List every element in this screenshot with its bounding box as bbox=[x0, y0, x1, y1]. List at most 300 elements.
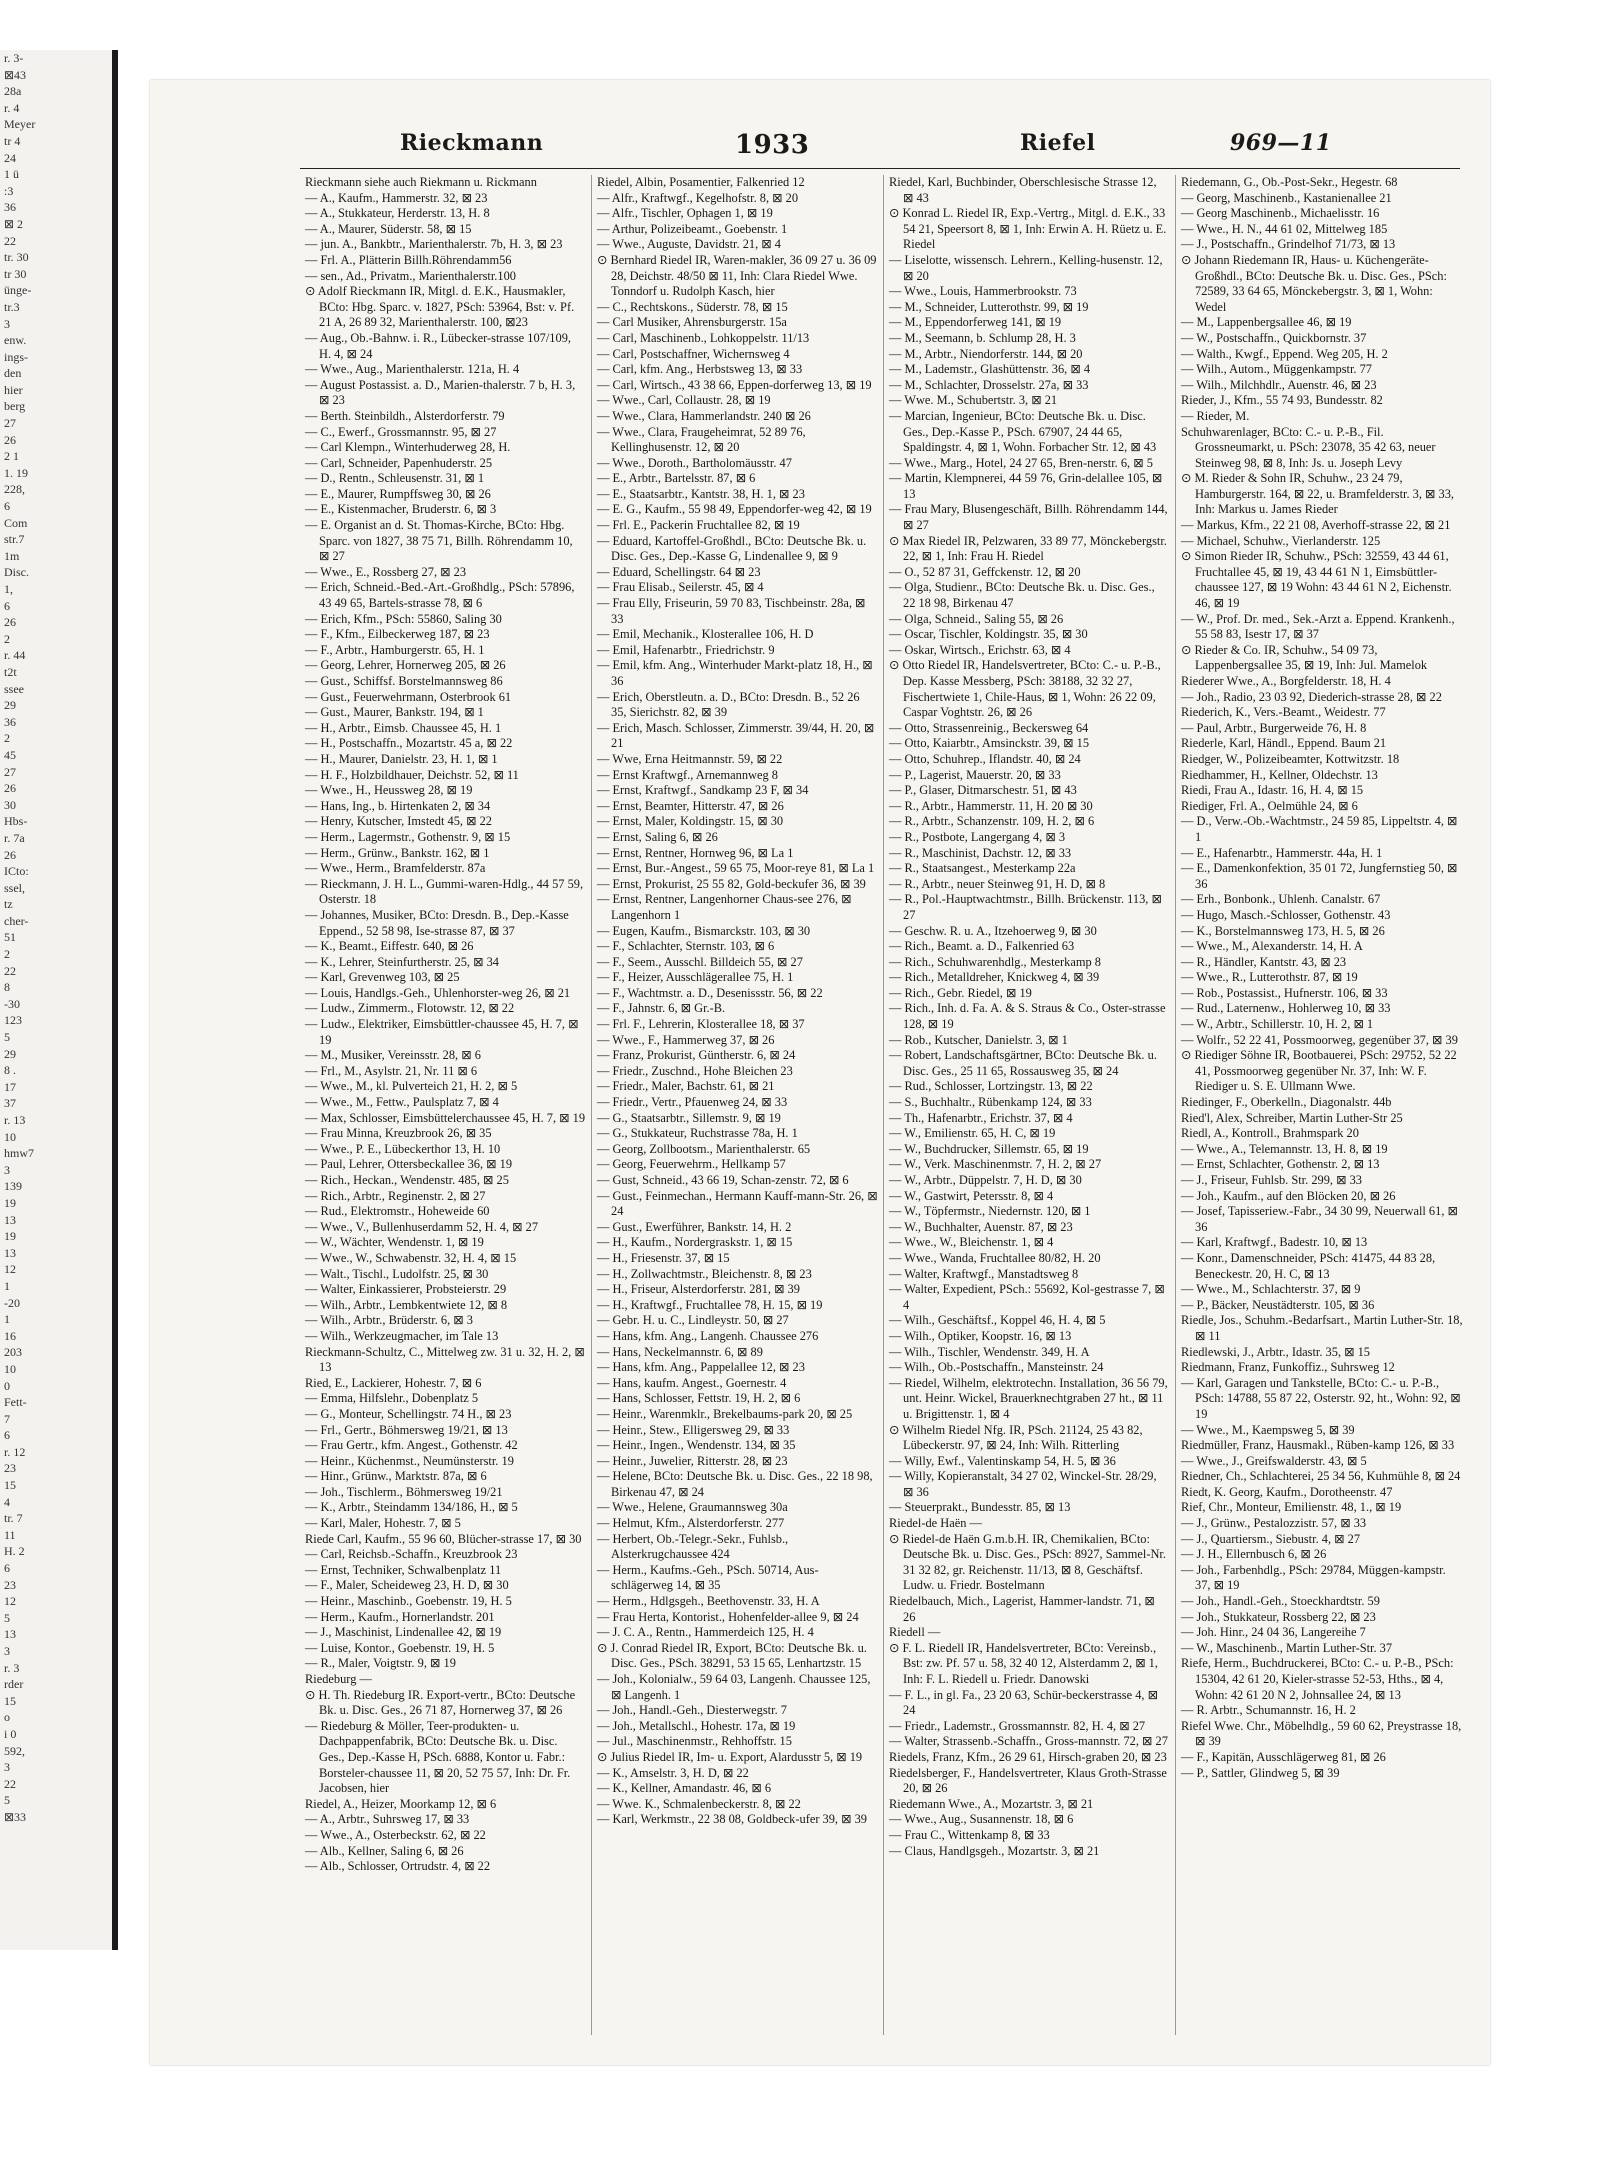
edge-fragment: 3 bbox=[4, 1162, 10, 1177]
directory-entry: — Ernst, Prokurist, 25 55 82, Gold-beckufer 36, ⊠ 39 bbox=[597, 876, 866, 891]
directory-entry: — Alb., Schlosser, Ortrudstr. 4, ⊠ 22 bbox=[305, 1859, 491, 1874]
directory-entry: — Herm., Hdlgsgeh., Beethovenstr. 33, H. A bbox=[597, 1594, 820, 1609]
directory-entry: — Joh., Handl.-Geh., Diesterwegstr. 7 bbox=[597, 1703, 787, 1718]
directory-entry: — Rob., Postassist., Hufnerstr. 106, ⊠ 33 bbox=[1181, 985, 1388, 1000]
directory-entry: — W., Buchhalter, Auenstr. 87, ⊠ 23 bbox=[889, 1219, 1073, 1234]
edge-fragment: ünge- bbox=[4, 283, 32, 298]
directory-entry: Riedner, Ch., Schlachterei, 25 34 56, Kuhmühle 8, ⊠ 24 bbox=[1181, 1469, 1461, 1484]
edge-fragment: o bbox=[4, 1710, 10, 1725]
directory-entry: — Otto, Strassenreinig., Beckersweg 64 bbox=[889, 720, 1089, 735]
directory-entry: — W., Verk. Maschinenmstr. 7, H. 2, ⊠ 27 bbox=[889, 1157, 1102, 1172]
directory-entry: — Willy, Kopieranstalt, 34 27 02, Winckel-Str. 28/29, ⊠ 36 bbox=[889, 1469, 1157, 1499]
directory-entry: — Rich., Gebr. Riedel, ⊠ 19 bbox=[889, 985, 1032, 1000]
page-number: 969—11 bbox=[1230, 130, 1332, 156]
edge-fragment: 203 bbox=[4, 1345, 22, 1360]
directory-entry: — Rieckmann, J. H. L., Gummi-waren-Hdlg., 44 57 59, Osterstr. 18 bbox=[305, 876, 584, 907]
edge-fragment: 13 bbox=[4, 1627, 16, 1642]
directory-entry: Riediger, Frl. A., Oelmühle 24, ⊠ 6 bbox=[1181, 798, 1358, 813]
edge-fragment: 29 bbox=[4, 1046, 16, 1061]
directory-entry: — Robert, Landschaftsgärtner, BCto: Deutsche Bk. u. Disc. Ges., 25 11 65, Rossausweg 35, ⊠ 24 bbox=[889, 1048, 1157, 1078]
directory-entry: — Marcian, Ingenieur, BCto: Deutsche Bk. u. Disc. Ges., Dep.-Kasse P., PSch. 67907, 24 44 65, Spaldingstr. 4, ⊠ 1, Wohn. Forbacher Str. 12, ⊠ 43 bbox=[889, 408, 1157, 455]
directory-entry: — Wilh., Arbtr., Brüderstr. 6, ⊠ 3 bbox=[305, 1313, 473, 1328]
edge-fragment: enw. bbox=[4, 333, 27, 348]
directory-entry: — Ernst, Kraftwgf., Sandkamp 23 F, ⊠ 34 bbox=[597, 783, 809, 798]
edge-fragment: tr 4 bbox=[4, 133, 21, 148]
directory-entry: Riedels, Franz, Kfm., 26 29 61, Hirsch-graben 20, ⊠ 23 bbox=[889, 1749, 1167, 1764]
edge-fragment: 10 bbox=[4, 1129, 16, 1144]
directory-entry: — Wwe., P. E., Lübeckerthor 13, H. 10 bbox=[305, 1141, 501, 1156]
directory-entry: — Joh., Tischlerm., Böhmersweg 19/21 bbox=[305, 1484, 503, 1499]
edge-fragment: 16 bbox=[4, 1328, 16, 1343]
directory-entry: — Friedr., Vertr., Pfauenweg 24, ⊠ 33 bbox=[597, 1095, 788, 1110]
directory-entry: — Carl, Reichsb.-Schaffn., Kreuzbrook 23 bbox=[305, 1547, 518, 1562]
edge-fragment: tr 30 bbox=[4, 266, 27, 281]
edge-fragment: 28a bbox=[4, 84, 22, 99]
directory-entry: — E. Organist an d. St. Thomas-Kirche, BCto: Hbg. Sparc. von 1827, 38 75 71, Billh. Röhrendamm 10, ⊠ 27 bbox=[305, 518, 573, 564]
directory-entry: — D., Verw.-Ob.-Wachtmstr., 24 59 85, Lippeltstr. 4, ⊠ 1 bbox=[1181, 814, 1458, 844]
directory-page bbox=[150, 80, 1490, 2065]
directory-entry: — Wwe., F., Hammerweg 37, ⊠ 26 bbox=[597, 1032, 775, 1047]
directory-entry: — Herm., Lagermstr., Gothenstr. 9, ⊠ 15 bbox=[305, 829, 511, 844]
directory-entry: — Wwe., W., Schwabenstr. 32, H. 4, ⊠ 15 bbox=[305, 1250, 517, 1265]
directory-entry: — Alb., Kellner, Saling 6, ⊠ 26 bbox=[305, 1843, 464, 1858]
directory-entry: — Gust., Feuerwehrmann, Osterbrook 61 bbox=[305, 689, 512, 704]
entry-columns bbox=[300, 175, 1470, 2035]
directory-entry: — W., Postschaffn., Quickbornstr. 37 bbox=[1181, 330, 1367, 345]
directory-entry: — Carl, Wirtsch., 43 38 66, Eppen-dorferweg 13, ⊠ 19 bbox=[597, 377, 872, 392]
edge-fragment: Meyer bbox=[4, 117, 36, 132]
edge-fragment: hmw7 bbox=[4, 1146, 34, 1161]
directory-entry: — H., Friseur, Alsterdorferstr. 281, ⊠ 39 bbox=[597, 1282, 800, 1297]
directory-entry: — Wwe., Clara, Hammerlandstr. 240 ⊠ 26 bbox=[597, 408, 811, 423]
directory-entry: ⊙ J. Conrad Riedel IR, Export, BCto: Deutsche Bk. u. Disc. Ges., PSch. 38291, 53 15 65, Lenhartzstr. 15 bbox=[597, 1640, 867, 1671]
edge-fragment: 17 bbox=[4, 1079, 16, 1094]
header-year: 1933 bbox=[735, 130, 810, 160]
directory-entry: — F., Arbtr., Hamburgerstr. 65, H. 1 bbox=[305, 642, 485, 657]
directory-entry: — P., Glaser, Ditmarschestr. 51, ⊠ 43 bbox=[889, 783, 1077, 798]
edge-fragment: 2 1 bbox=[4, 449, 19, 464]
directory-entry: — R., Arbtr., Hammerstr. 11, H. 20 ⊠ 30 bbox=[889, 798, 1093, 813]
edge-fragment: ⊠43 bbox=[4, 67, 27, 82]
directory-entry: — Luise, Kontor., Goebenstr. 19, H. 5 bbox=[305, 1640, 495, 1655]
directory-entry: — Ludw., Zimmerm., Flotowstr. 12, ⊠ 22 bbox=[305, 1001, 515, 1016]
edge-fragment: r. 4 bbox=[4, 100, 20, 115]
directory-entry: — Frau Elisab., Seilerstr. 45, ⊠ 4 bbox=[597, 580, 764, 595]
directory-entry: ⊙ Konrad L. Riedel IR, Exp.-Vertrg., Mitgl. d. E.K., 33 54 21, Speersort 8, ⊠ 1, Inh: Erwin A. H. Rüetz u. E. Riedel bbox=[889, 206, 1167, 252]
directory-entry: — Hans, kaufm. Angest., Goernestr. 4 bbox=[597, 1375, 787, 1390]
directory-entry: — M., Lademstr., Glashüttenstr. 36, ⊠ 4 bbox=[889, 362, 1091, 377]
directory-entry: — Wwe., Auguste, Davidstr. 21, ⊠ 4 bbox=[597, 237, 781, 252]
edge-fragment: 37 bbox=[4, 1096, 16, 1111]
directory-entry: — Wwe., Carl, Collaustr. 28, ⊠ 19 bbox=[597, 393, 771, 408]
directory-entry: — Josef, Tapisseriew.-Fabr., 34 30 99, Neuerwall 61, ⊠ 36 bbox=[1181, 1204, 1458, 1234]
directory-entry: — Ernst, Techniker, Schwalbenplatz 11 bbox=[305, 1562, 502, 1577]
directory-entry: — Carl, Schneider, Papenhuderstr. 25 bbox=[305, 455, 493, 470]
directory-entry: — A., Kaufm., Hammerstr. 32, ⊠ 23 bbox=[305, 190, 488, 205]
directory-entry: — Paul, Arbtr., Burgerweide 76, H. 8 bbox=[1181, 720, 1367, 735]
directory-entry: — Walter, Expedient, PSch.: 55692, Kol-gestrasse 7, ⊠ 4 bbox=[889, 1282, 1165, 1312]
directory-entry: — S., Buchhaltr., Rübenkamp 124, ⊠ 33 bbox=[889, 1095, 1092, 1110]
directory-entry: — H., Kaufm., Nordergraskstr. 1, ⊠ 15 bbox=[597, 1235, 793, 1250]
directory-entry: — E., Hafenarbtr., Hammerstr. 44a, H. 1 bbox=[1181, 845, 1383, 860]
edge-fragment: ⊠ 2 bbox=[4, 216, 24, 231]
directory-entry: — Gust., Feinmechan., Hermann Kauff-mann-Str. 26, ⊠ 24 bbox=[597, 1188, 878, 1219]
edge-fragment: 30 bbox=[4, 797, 16, 812]
directory-entry: — Eduard, Schellingstr. 64 ⊠ 23 bbox=[597, 564, 761, 579]
directory-entry: — M., Eppendorferweg 141, ⊠ 19 bbox=[889, 315, 1062, 330]
header-first-name: Rieckmann bbox=[400, 130, 544, 156]
directory-entry: — P., Lagerist, Mauerstr. 20, ⊠ 33 bbox=[889, 767, 1061, 782]
directory-entry: Riedel-de Haën — bbox=[889, 1516, 982, 1531]
directory-entry: — F., Schlachter, Sternstr. 103, ⊠ 6 bbox=[597, 939, 775, 954]
directory-entry: Riedemann, G., Ob.-Post-Sekr., Hegestr. 68 bbox=[1181, 175, 1398, 189]
directory-entry: Riedemann Wwe., A., Mozartstr. 3, ⊠ 21 bbox=[889, 1796, 1094, 1811]
directory-entry: — M., Lappenbergsallee 46, ⊠ 19 bbox=[1181, 315, 1352, 330]
edge-fragment: 12 bbox=[4, 1262, 16, 1277]
directory-entry: — Erich, Schneid.-Bed.-Art.-Großhdlg., PSch: 57896, 43 49 65, Bartels-strasse 78, ⊠ 6 bbox=[305, 580, 575, 611]
directory-entry: Riederle, Karl, Händl., Eppend. Baum 21 bbox=[1181, 736, 1387, 751]
directory-entry: — Herm., Kaufms.-Geh., PSch. 50714, Aus-schlägerweg 14, ⊠ 35 bbox=[597, 1562, 819, 1593]
directory-entry: — Walter, Einkassierer, Probsteierstr. 29 bbox=[305, 1282, 507, 1297]
directory-entry: — P., Bäcker, Neustädterstr. 105, ⊠ 36 bbox=[1181, 1297, 1375, 1312]
directory-entry: — Frl. F., Lehrerin, Klosterallee 18, ⊠ 37 bbox=[597, 1017, 805, 1032]
edge-fragment: r. 3 bbox=[4, 1660, 20, 1675]
directory-entry: — Wwe., Clara, Fraugeheimrat, 52 89 76, Kellinghusenstr. 12, ⊠ 20 bbox=[597, 424, 806, 455]
directory-entry: — Ernst, Rentner, Hornweg 96, ⊠ La 1 bbox=[597, 845, 794, 860]
directory-entry: — F., Maler, Scheideweg 23, H. D, ⊠ 30 bbox=[305, 1578, 509, 1593]
directory-entry: — Karl, Kraftwgf., Badestr. 10, ⊠ 13 bbox=[1181, 1235, 1368, 1250]
directory-entry: — J., Quartiersm., Siebustr. 4, ⊠ 27 bbox=[1181, 1531, 1361, 1546]
directory-entry: — J., Friseur, Fuhlsb. Str. 299, ⊠ 33 bbox=[1181, 1173, 1362, 1187]
directory-entry: — Berth. Steinbildh., Alsterdorferstr. 79 bbox=[305, 408, 505, 423]
directory-entry: ⊙ Simon Rieder IR, Schuhw., PSch: 32559, 43 44 61, Fruchtallee 45, ⊠ 19, 43 44 61 N 1, Eimsbüttler-chaussee 127, ⊠ 19 Wohn: 43 44 61 N 2, Eichenstr. 46, ⊠ 19 bbox=[1181, 549, 1452, 611]
directory-entry: — H., Arbtr., Eimsb. Chaussee 45, H. 1 bbox=[305, 720, 502, 735]
directory-entry: — Hinr., Grünw., Marktstr. 87a, ⊠ 6 bbox=[305, 1469, 487, 1484]
directory-entry: Rieckmann-Schultz, C., Mittelweg zw. 31 u. 32, H. 2, ⊠ 13 bbox=[305, 1344, 585, 1375]
directory-entry: — Ernst, Saling 6, ⊠ 26 bbox=[597, 829, 718, 844]
directory-entry: — jun. A., Bankbtr., Marienthalerstr. 7b, H. 3, ⊠ 23 bbox=[305, 237, 563, 252]
directory-entry: ⊙ F. L. Riedell IR, Handelsvertreter, BCto: Vereinsb., Bst: zw. Pf. 57 u. 58, 32 40 12, Alsterdamm 2, ⊠ 1, Inh: F. L. Riedell u. Friedr. Danowski bbox=[889, 1640, 1158, 1686]
directory-entry: Rieckmann siehe auch Riekmann u. Rickmann bbox=[305, 175, 537, 189]
directory-entry: — Heinr., Stew., Elligersweg 29, ⊠ 33 bbox=[597, 1422, 790, 1437]
directory-entry: ⊙ Wilhelm Riedel Nfg. IR, PSch. 21124, 25 43 82, Lübeckerstr. 97, ⊠ 24, Inh: Wilh. Ritterling bbox=[889, 1422, 1143, 1453]
directory-entry: — Wilh., Tischler, Wendenstr. 349, H. A bbox=[889, 1344, 1090, 1359]
directory-entry: — Ernst Kraftwgf., Arnemannweg 8 bbox=[597, 767, 778, 782]
directory-entry: — Wwe., M., Fettw., Paulsplatz 7, ⊠ 4 bbox=[305, 1095, 499, 1110]
directory-entry: — Wwe., Wanda, Fruchtallee 80/82, H. 20 bbox=[889, 1250, 1101, 1265]
directory-entry: — Olga, Studienr., BCto: Deutsche Bk. u. Disc. Ges., 22 18 98, Birkenau 47 bbox=[889, 580, 1155, 611]
directory-entry: — O., 52 87 31, Geffckenstr. 12, ⊠ 20 bbox=[889, 564, 1081, 579]
directory-entry: — Gust., Maurer, Bankstr. 194, ⊠ 1 bbox=[305, 705, 484, 720]
directory-entry: — Johannes, Musiker, BCto: Dresdn. B., Dep.-Kasse Eppend., 52 58 98, Ise-strasse 87, ⊠ 37 bbox=[305, 907, 569, 938]
directory-entry: — J. H., Ellernbusch 6, ⊠ 26 bbox=[1181, 1547, 1327, 1562]
directory-entry: — Wwe., E., Rossberg 27, ⊠ 23 bbox=[305, 564, 467, 579]
directory-entry: Riedel, Albin, Posamentier, Falkenried 12 bbox=[597, 175, 805, 189]
directory-entry: Riedhammer, H., Kellner, Oldechstr. 13 bbox=[1181, 767, 1378, 782]
directory-entry: — Rieder, M. bbox=[1181, 408, 1250, 423]
edge-fragment: i 0 bbox=[4, 1726, 17, 1741]
directory-entry: — C., Rechtskons., Süderstr. 78, ⊠ 15 bbox=[597, 299, 788, 314]
directory-entry: — R., Postbote, Langergang 4, ⊠ 3 bbox=[889, 829, 1066, 844]
directory-entry: — Frl., M., Asylstr. 21, Nr. 11 ⊠ 6 bbox=[305, 1063, 478, 1078]
directory-entry: — M., Schlachter, Drosselstr. 27a, ⊠ 33 bbox=[889, 377, 1089, 392]
directory-entry: ⊙ Rieder & Co. IR, Schuhw., 54 09 73, Lappenbergsallee 35, ⊠ 19, Inh: Jul. Mamelok bbox=[1181, 642, 1428, 673]
directory-entry: Rieder, J., Kfm., 55 74 93, Bundesstr. 82 bbox=[1181, 393, 1383, 408]
edge-fragment: 1 bbox=[4, 1278, 10, 1293]
directory-entry: — F., Heizer, Ausschlägerallee 75, H. 1 bbox=[597, 970, 794, 985]
directory-entry: — Hans, kfm. Ang., Pappelallee 12, ⊠ 23 bbox=[597, 1360, 805, 1375]
directory-entry: — H., Kraftwgf., Fruchtallee 78, H. 15, ⊠ 19 bbox=[597, 1297, 823, 1312]
directory-entry: — M., Seemann, b. Schlump 28, H. 3 bbox=[889, 330, 1076, 345]
edge-fragment: rder bbox=[4, 1677, 24, 1692]
directory-entry: — M., Arbtr., Niendorferstr. 144, ⊠ 20 bbox=[889, 346, 1083, 361]
directory-entry: — Frau Elly, Friseurin, 59 70 83, Tischbeinstr. 28a, ⊠ 33 bbox=[597, 596, 866, 626]
directory-entry: — E., Kistenmacher, Bruderstr. 6, ⊠ 3 bbox=[305, 502, 497, 517]
directory-entry: — F., Kapitän, Ausschlägerweg 81, ⊠ 26 bbox=[1181, 1749, 1386, 1764]
directory-entry: — Wwe., J., Greifswalderstr. 43, ⊠ 5 bbox=[1181, 1453, 1367, 1468]
directory-entry: — Frau Gertr., kfm. Angest., Gothenstr. 42 bbox=[305, 1438, 518, 1453]
edge-fragment: 0 bbox=[4, 1378, 10, 1393]
directory-entry: — Joh., Radio, 23 03 92, Diederich-strasse 28, ⊠ 22 bbox=[1181, 689, 1442, 704]
directory-entry: — Paul, Lehrer, Ottersbeckallee 36, ⊠ 19 bbox=[305, 1157, 513, 1172]
directory-entry: — Heinr., Küchenmst., Neumünsterstr. 19 bbox=[305, 1453, 514, 1468]
edge-fragment: 5 bbox=[4, 1793, 10, 1808]
directory-entry: — sen., Ad., Privatm., Marienthalerstr.100 bbox=[305, 268, 516, 283]
directory-entry: — Hans, Ing., b. Hirtenkaten 2, ⊠ 34 bbox=[305, 798, 491, 813]
edge-fragment: cher- bbox=[4, 913, 29, 928]
directory-entry: — Wwe., Louis, Hammerbrookstr. 73 bbox=[889, 284, 1077, 299]
directory-entry: — F., Seem., Ausschl. Billdeich 55, ⊠ 27 bbox=[597, 954, 803, 969]
directory-entry: — Wilh., Optiker, Koopstr. 16, ⊠ 13 bbox=[889, 1328, 1072, 1343]
directory-entry: — Helmut, Kfm., Alsterdorferstr. 277 bbox=[597, 1516, 785, 1531]
edge-fragment: 5 bbox=[4, 1610, 10, 1625]
edge-fragment: 3 bbox=[4, 1644, 10, 1658]
directory-entry: — R., Maschinist, Dachstr. 12, ⊠ 33 bbox=[889, 845, 1072, 860]
edge-fragment: 26 bbox=[4, 432, 16, 447]
directory-entry: ⊙ Adolf Rieckmann IR, Mitgl. d. E.K., Hausmakler, BCto: Hbg. Sparc. v. 1827, PSch: 53964, Bst: v. Pf. 21 A, 26 89 32, Marienthalerstr. 100, ⊠23 bbox=[305, 284, 575, 330]
directory-entry: — R. Arbtr., Schumannstr. 16, H. 2 bbox=[1181, 1703, 1356, 1718]
directory-entry: — Rich., Inh. d. Fa. A. & S. Straus & Co., Oster-strasse 128, ⊠ 19 bbox=[889, 1001, 1166, 1032]
edge-fragment: 2 bbox=[4, 947, 10, 962]
directory-entry: — Alfr., Kraftwgf., Kegelhofstr. 8, ⊠ 20 bbox=[597, 190, 799, 205]
directory-entry: — H. F., Holzbildhauer, Deichstr. 52, ⊠ 11 bbox=[305, 767, 519, 782]
edge-fragment: Com bbox=[4, 515, 28, 530]
directory-entry: — W., Gastwirt, Petersstr. 8, ⊠ 4 bbox=[889, 1188, 1054, 1203]
directory-entry: — Frau Mary, Blusengeschäft, Billh. Röhrendamm 144, ⊠ 27 bbox=[889, 502, 1168, 533]
edge-fragment: 26 bbox=[4, 615, 16, 630]
directory-entry: — Walter, Kraftwgf., Manstadtsweg 8 bbox=[889, 1266, 1079, 1281]
edge-fragment: 22 bbox=[4, 233, 16, 248]
directory-entry: — Wwe., Doroth., Bartholomäusstr. 47 bbox=[597, 455, 792, 470]
directory-entry: — F., Wachtmstr. a. D., Desenissstr. 56, ⊠ 22 bbox=[597, 985, 823, 1000]
directory-entry: — Wwe., W., Bleichenstr. 1, ⊠ 4 bbox=[889, 1235, 1054, 1250]
directory-entry: — Emil, kfm. Ang., Winterhuder Markt-platz 18, H., ⊠ 36 bbox=[597, 658, 873, 688]
directory-entry: Riederer Wwe., A., Borgfelderstr. 18, H. 4 bbox=[1181, 674, 1391, 688]
directory-entry: — Frau C., Wittenkamp 8, ⊠ 33 bbox=[889, 1827, 1050, 1842]
directory-entry: — R., Staatsangest., Mesterkamp 22a bbox=[889, 861, 1076, 876]
edge-fragment: 24 bbox=[4, 150, 16, 165]
directory-entry: Riedle, Jos., Schuhm.-Bedarfsart., Martin Luther-Str. 18, ⊠ 11 bbox=[1181, 1313, 1463, 1343]
column-3 bbox=[884, 175, 1176, 2035]
edge-fragment: 22 bbox=[4, 963, 16, 978]
edge-fragment: -30 bbox=[4, 996, 20, 1011]
directory-entry: — Frau Herta, Kontorist., Hohenfelder-allee 9, ⊠ 24 bbox=[597, 1609, 859, 1624]
directory-entry: — Walt., Tischl., Ludolfstr. 25, ⊠ 30 bbox=[305, 1266, 489, 1281]
edge-fragment: 2 bbox=[4, 731, 10, 746]
header-last-name: Riefel bbox=[1020, 130, 1096, 156]
directory-entry: — Wwe., Aug., Marienthalerstr. 121a, H. 4 bbox=[305, 362, 520, 377]
directory-entry: — Hans, Neckelmannstr. 6, ⊠ 89 bbox=[597, 1344, 763, 1359]
edge-fragment: tr. 7 bbox=[4, 1511, 23, 1526]
directory-entry: — Wwe., M., Schlachterstr. 37, ⊠ 9 bbox=[1181, 1282, 1361, 1297]
edge-fragment: 8 . bbox=[4, 1063, 16, 1078]
directory-entry: — Wwe., Helene, Graumannsweg 30a bbox=[597, 1500, 788, 1515]
edge-fragment: 123 bbox=[4, 1013, 22, 1028]
edge-fragment: 2 bbox=[4, 631, 10, 646]
header-rule bbox=[300, 168, 1460, 169]
edge-fragment: 4 bbox=[4, 1494, 10, 1509]
directory-entry: — Aug., Ob.-Bahnw. i. R., Lübecker-strasse 107/109, H. 4, ⊠ 24 bbox=[305, 330, 571, 361]
directory-entry: — W., Emilienstr. 65, H. C, ⊠ 19 bbox=[889, 1126, 1056, 1141]
edge-fragment: r. 7a bbox=[4, 830, 25, 845]
directory-entry: — E., Arbtr., Bartelsstr. 87, ⊠ 6 bbox=[597, 471, 756, 486]
directory-entry: — Wolfr., 52 22 41, Possmoorweg, gegenüber 37, ⊠ 39 bbox=[1181, 1032, 1458, 1047]
directory-entry: Ried, E., Lackierer, Hohestr. 7, ⊠ 6 bbox=[305, 1375, 482, 1390]
directory-entry: — H., Maurer, Danielstr. 23, H. 1, ⊠ 1 bbox=[305, 751, 498, 766]
directory-entry: — Wwe., Aug., Susannenstr. 18, ⊠ 6 bbox=[889, 1812, 1074, 1827]
column-2 bbox=[592, 175, 884, 2035]
directory-entry: — Alfr., Tischler, Ophagen 1, ⊠ 19 bbox=[597, 206, 773, 221]
directory-entry: — Jul., Maschinenmstr., Rehhoffstr. 15 bbox=[597, 1734, 792, 1749]
directory-entry: — Riedeburg & Möller, Teer-produkten- u. Dachpappenfabrik, BCto: Deutsche Bk. u. Disc. Ges., Dep.-Kasse H, PSch. 6888, Kontor u. Fabr.: Borsteler-chaussee 11, ⊠ 20, 52 75 57, Inh: Dr. Fr. Jacobsen, hier bbox=[305, 1718, 571, 1796]
edge-fragment: 6 bbox=[4, 1428, 10, 1443]
directory-entry: — Frau Minna, Kreuzbrook 26, ⊠ 35 bbox=[305, 1126, 492, 1141]
directory-entry: — Herbert, Ob.-Telegr.-Sekr., Fuhlsb., Alsterkrugchaussee 424 bbox=[597, 1531, 789, 1562]
directory-entry: — K., Amselstr. 3, H. D, ⊠ 22 bbox=[597, 1765, 749, 1780]
column-1 bbox=[300, 175, 592, 2035]
directory-entry: — Georg, Maschinenb., Kastanienallee 21 bbox=[1181, 190, 1392, 205]
directory-entry: — Frl. E., Packerin Fruchtallee 82, ⊠ 19 bbox=[597, 518, 800, 533]
directory-entry: — R., Händler, Kantstr. 43, ⊠ 23 bbox=[1181, 954, 1347, 969]
edge-fragment: 1m bbox=[4, 548, 20, 563]
edge-fragment: ssel, bbox=[4, 880, 25, 895]
directory-entry: — K., Borstelmannsweg 173, H. 5, ⊠ 26 bbox=[1181, 923, 1385, 938]
directory-entry: — Joh. Hinr., 24 04 36, Langereihe 7 bbox=[1181, 1625, 1366, 1640]
directory-entry: — F., Kfm., Eilbeckerweg 187, ⊠ 23 bbox=[305, 627, 490, 642]
directory-entry: — Rud., Schlosser, Lortzingstr. 13, ⊠ 22 bbox=[889, 1079, 1093, 1094]
directory-entry: — Wwe., A., Telemannstr. 13, H. 8, ⊠ 19 bbox=[1181, 1141, 1388, 1156]
directory-entry: Riedinger, F., Oberkelln., Diagonalstr. 44b bbox=[1181, 1095, 1392, 1110]
directory-entry: Riedmann, Franz, Funkoffiz., Suhrsweg 12 bbox=[1181, 1360, 1395, 1375]
directory-entry: — D., Rentn., Schleusenstr. 31, ⊠ 1 bbox=[305, 471, 485, 486]
edge-fragment: berg bbox=[4, 399, 26, 414]
directory-entry: — Friedr., Lademstr., Grossmannstr. 82, H. 4, ⊠ 27 bbox=[889, 1718, 1146, 1733]
directory-entry: — Wilh., Arbtr., Lembkentwiete 12, ⊠ 8 bbox=[305, 1297, 508, 1312]
directory-entry: — C., Ewerf., Grossmannstr. 95, ⊠ 27 bbox=[305, 424, 497, 439]
directory-entry: — G., Staatsarbtr., Sillemstr. 9, ⊠ 19 bbox=[597, 1110, 781, 1125]
directory-entry: — Hugo, Masch.-Schlosser, Gothenstr. 43 bbox=[1181, 907, 1391, 922]
directory-entry: — Carl, Postschaffner, Wichernsweg 4 bbox=[597, 346, 790, 361]
directory-entry: — Oskar, Wirtsch., Erichstr. 63, ⊠ 4 bbox=[889, 642, 1071, 657]
edge-fragment: 3 bbox=[4, 1760, 10, 1775]
edge-fragment: -20 bbox=[4, 1295, 20, 1310]
directory-entry: — Th., Hafenarbtr., Erichstr. 37, ⊠ 4 bbox=[889, 1110, 1073, 1125]
directory-entry: Riedel, Karl, Buchbinder, Oberschlesische Strasse 12, ⊠ 43 bbox=[889, 175, 1157, 205]
directory-entry: — W., Maschinenb., Martin Luther-Str. 37 bbox=[1181, 1640, 1393, 1655]
directory-entry: — Wwe., H., Heussweg 28, ⊠ 19 bbox=[305, 783, 473, 798]
edge-fragment: 8 bbox=[4, 980, 10, 995]
directory-entry: — Joh., Farbenhdlg., PSch: 29784, Müggen-kampstr. 37, ⊠ 19 bbox=[1181, 1562, 1446, 1593]
directory-entry: — Wwe, Erna Heitmannstr. 59, ⊠ 22 bbox=[597, 751, 783, 766]
directory-entry: ⊙ M. Rieder & Sohn IR, Schuhw., 23 24 79, Hamburgerstr. 164, ⊠ 22, u. Bramfelderstr. 3, ⊠ 33, Inh: Markus u. James Rieder bbox=[1181, 471, 1455, 517]
directory-entry: — Wwe., Marg., Hotel, 24 27 65, Bren-nerstr. 6, ⊠ 5 bbox=[889, 455, 1153, 470]
directory-entry: — K., Lehrer, Steinfurtherstr. 25, ⊠ 34 bbox=[305, 954, 499, 969]
directory-entry: — Helene, BCto: Deutsche Bk. u. Disc. Ges., 22 18 98, Birkenau 47, ⊠ 24 bbox=[597, 1469, 873, 1499]
edge-fragment: 7 bbox=[4, 1411, 10, 1426]
directory-entry: — Frl., Gertr., Böhmersweg 19/21, ⊠ 13 bbox=[305, 1422, 508, 1437]
directory-entry: Riedelbauch, Mich., Lagerist, Hammer-landstr. 71, ⊠ 26 bbox=[889, 1594, 1155, 1624]
directory-entry: — E. G., Kaufm., 55 98 49, Eppendorfer-weg 42, ⊠ 19 bbox=[597, 502, 872, 517]
directory-entry: — Wwe., M., Kaempsweg 5, ⊠ 39 bbox=[1181, 1422, 1355, 1437]
edge-fragment: 23 bbox=[4, 1577, 16, 1592]
directory-entry: — Eugen, Kaufm., Bismarckstr. 103, ⊠ 30 bbox=[597, 923, 811, 938]
directory-entry: — Ernst, Bur.-Angest., 59 65 75, Moor-reye 81, ⊠ La 1 bbox=[597, 861, 875, 876]
directory-entry: — W., Buchdrucker, Sillemstr. 65, ⊠ 19 bbox=[889, 1141, 1089, 1156]
column-4 bbox=[1176, 175, 1468, 2035]
edge-fragment: 1 bbox=[4, 1312, 10, 1327]
directory-entry: — Herm., Kaufm., Hornerlandstr. 201 bbox=[305, 1609, 495, 1624]
directory-entry: ⊙ Riediger Söhne IR, Bootbauerei, PSch: 29752, 52 22 41, Possmoorweg gegenüber Nr. 37, Inh: W. F. Riediger u. S. E. Ullmann Wwe. bbox=[1181, 1048, 1457, 1094]
directory-entry: — Willy, Ewf., Valentinskamp 54, H. 5, ⊠ 36 bbox=[889, 1453, 1116, 1468]
directory-entry: — Olga, Schneid., Saling 55, ⊠ 26 bbox=[889, 611, 1064, 626]
directory-entry: — Wwe., M., kl. Pulverteich 21, H. 2, ⊠ 5 bbox=[305, 1079, 518, 1094]
directory-entry: ⊙ Max Riedel IR, Pelzwaren, 33 89 77, Mönckebergstr. 22, ⊠ 1, Inh: Frau H. Riedel bbox=[889, 533, 1167, 564]
edge-fragment: str.7 bbox=[4, 532, 25, 547]
directory-entry: — Frl. A., Plätterin Billh.Röhrendamm56 bbox=[305, 252, 512, 267]
directory-entry: — Liselotte, wissensch. Lehrern., Kelling-husenstr. 12, ⊠ 20 bbox=[889, 252, 1163, 283]
directory-entry: Riedlewski, J., Arbtr., Idastr. 35, ⊠ 15 bbox=[1181, 1344, 1371, 1359]
edge-fragment: 11 bbox=[4, 1527, 16, 1542]
directory-entry: — A., Maurer, Süderstr. 58, ⊠ 15 bbox=[305, 221, 472, 236]
directory-entry: — Rich., Beamt. a. D., Falkenried 63 bbox=[889, 939, 1075, 954]
directory-entry: — Carl Musiker, Ahrensburgerstr. 15a bbox=[597, 315, 787, 330]
directory-entry: — Georg, Lehrer, Hornerweg 205, ⊠ 26 bbox=[305, 658, 506, 673]
edge-fragment: tr. 30 bbox=[4, 250, 29, 265]
edge-fragment: ssee bbox=[4, 681, 24, 696]
directory-entry: — Joh., Stukkateur, Rossberg 22, ⊠ 23 bbox=[1181, 1609, 1376, 1624]
directory-entry: — Franz, Prokurist, Güntherstr. 6, ⊠ 24 bbox=[597, 1048, 796, 1063]
directory-entry: — W., Prof. Dr. med., Sek.-Arzt a. Eppend. Krankenh., 55 58 83, Isestr 17, ⊠ 37 bbox=[1181, 611, 1455, 642]
directory-entry: — Herm., Grünw., Bankstr. 162, ⊠ 1 bbox=[305, 845, 490, 860]
directory-entry: — P., Sattler, Glindweg 5, ⊠ 39 bbox=[1181, 1765, 1340, 1780]
edge-fragment: ings- bbox=[4, 349, 28, 364]
directory-entry: — E., Damenkonfektion, 35 01 72, Jungfernstieg 50, ⊠ 36 bbox=[1181, 861, 1458, 891]
directory-entry: — Michael, Schuhw., Vierlanderstr. 125 bbox=[1181, 533, 1381, 548]
edge-fragment: Fett- bbox=[4, 1395, 27, 1410]
directory-entry: — K., Beamt., Eiffestr. 640, ⊠ 26 bbox=[305, 939, 474, 954]
directory-entry: — Otto, Schuhrep., Iflandstr. 40, ⊠ 24 bbox=[889, 751, 1081, 766]
directory-entry: — K., Arbtr., Steindamm 134/186, H., ⊠ 5 bbox=[305, 1500, 518, 1515]
directory-entry: Riede Carl, Kaufm., 55 96 60, Blücher-strasse 17, ⊠ 30 bbox=[305, 1531, 582, 1546]
edge-fragment: 3 bbox=[4, 316, 10, 331]
directory-entry: — Karl, Maler, Hohestr. 7, ⊠ 5 bbox=[305, 1516, 461, 1531]
directory-entry: — Gust., Ewerführer, Bankstr. 14, H. 2 bbox=[597, 1219, 792, 1234]
directory-entry: — Rud., Elektromstr., Hoheweide 60 bbox=[305, 1204, 490, 1219]
edge-fragment: 36 bbox=[4, 200, 16, 215]
directory-entry: — Rob., Kutscher, Danielstr. 3, ⊠ 1 bbox=[889, 1032, 1068, 1047]
edge-fragment: tr.3 bbox=[4, 299, 20, 314]
directory-entry: Riedt, K. Georg, Kaufm., Dorotheenstr. 47 bbox=[1181, 1484, 1393, 1499]
